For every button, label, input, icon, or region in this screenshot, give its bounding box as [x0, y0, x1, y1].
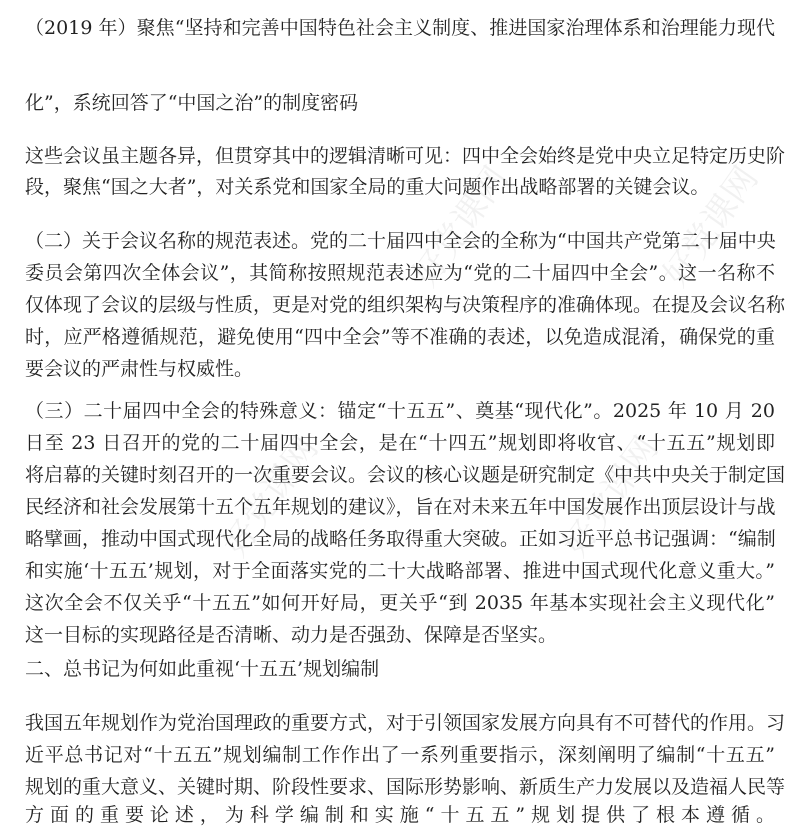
text-line: 要会议的严肃性与权威性。	[25, 358, 254, 380]
text-line: 将启幕的关键时刻召开的一次重要会议。会议的核心议题是研究制定《中共中央关于制定国	[25, 464, 786, 486]
text-line: （2019 年）聚焦“坚持和完善中国特色社会主义制度、推进国家治理体系和治理能力现代	[25, 17, 775, 39]
text-line: （二）关于会议名称的规范表述。党的二十届四中全会的全称为“中国共产党第二十届中央	[25, 230, 776, 252]
text-line: 我国五年规划作为党治国理政的重要方式，对于引领国家发展方向具有不可替代的作用。习	[25, 712, 786, 734]
text-line: 民经济和社会发展第十五个五年规划的建议》，旨在对未来五年中国发展作出顶层设计与战	[25, 496, 776, 518]
watermark: 好党课网	[655, 159, 767, 294]
text-line: 仅体现了会议的层级与性质，更是对党的组织架构与决策程序的准确体现。在提及会议名称	[25, 294, 786, 316]
text-line: （三）二十届四中全会的特殊意义：锚定“十五五”、奠基“现代化”。2025 年 10 月 20	[25, 400, 775, 422]
text-line: 方面的重要论述，为科学编制和实施“十五五”规划提供了根本遵循。	[25, 804, 775, 826]
watermark: 好党课网	[405, 159, 517, 294]
watermark: 好党课网	[555, 429, 667, 564]
watermark: 好党课网	[215, 429, 327, 564]
text-line: 这些会议虽主题各异，但贯穿其中的逻辑清晰可见：四中全会始终是党中央立足特定历史阶	[25, 145, 786, 167]
text-line: 略擘画，推动中国式现代化全局的战略任务取得重大突破。正如习近平总书记强调：“编制	[25, 528, 776, 550]
text-line: 和实施‘十五五’规划，对于全面落实党的二十大战略部署、推进中国式现代化意义重大。”	[25, 560, 775, 582]
text-line: 委员会第四次全体会议”，其简称按照规范表述应为“党的二十届四中全会”。这一名称不	[25, 262, 775, 284]
text-line: 这次全会不仅关乎“十五五”如何开好局，更关乎“到 2035 年基本实现社会主义现代化”	[25, 592, 775, 614]
text-line: 这一目标的实现路径是否清晰、动力是否强劲、保障是否坚实。	[25, 624, 558, 646]
text-line: 时，应严格遵循规范，避免使用“四中全会”等不准确的表述，以免造成混淆，确保党的重	[25, 326, 775, 348]
text-line: 化”，系统回答了“中国之治”的制度密码	[25, 92, 359, 114]
text-line: 规划的重大意义、关键时期、阶段性要求、国际形势影响、新质生产力发展以及造福人民等	[25, 776, 786, 798]
text-line: 近平总书记对“十五五”规划编制工作作出了一系列重要指示，深刻阐明了编制“十五五”	[25, 744, 775, 766]
text-line: 段，聚焦“国之大者”，对关系党和国家全局的重大问题作出战略部署的关键会议。	[25, 176, 710, 198]
text-line: 日至 23 日召开的党的二十届四中全会，是在“十四五”规划即将收官、“十五五”规划即	[25, 432, 775, 454]
section-heading: 二、总书记为何如此重视‘十五五’规划编制	[25, 658, 380, 680]
